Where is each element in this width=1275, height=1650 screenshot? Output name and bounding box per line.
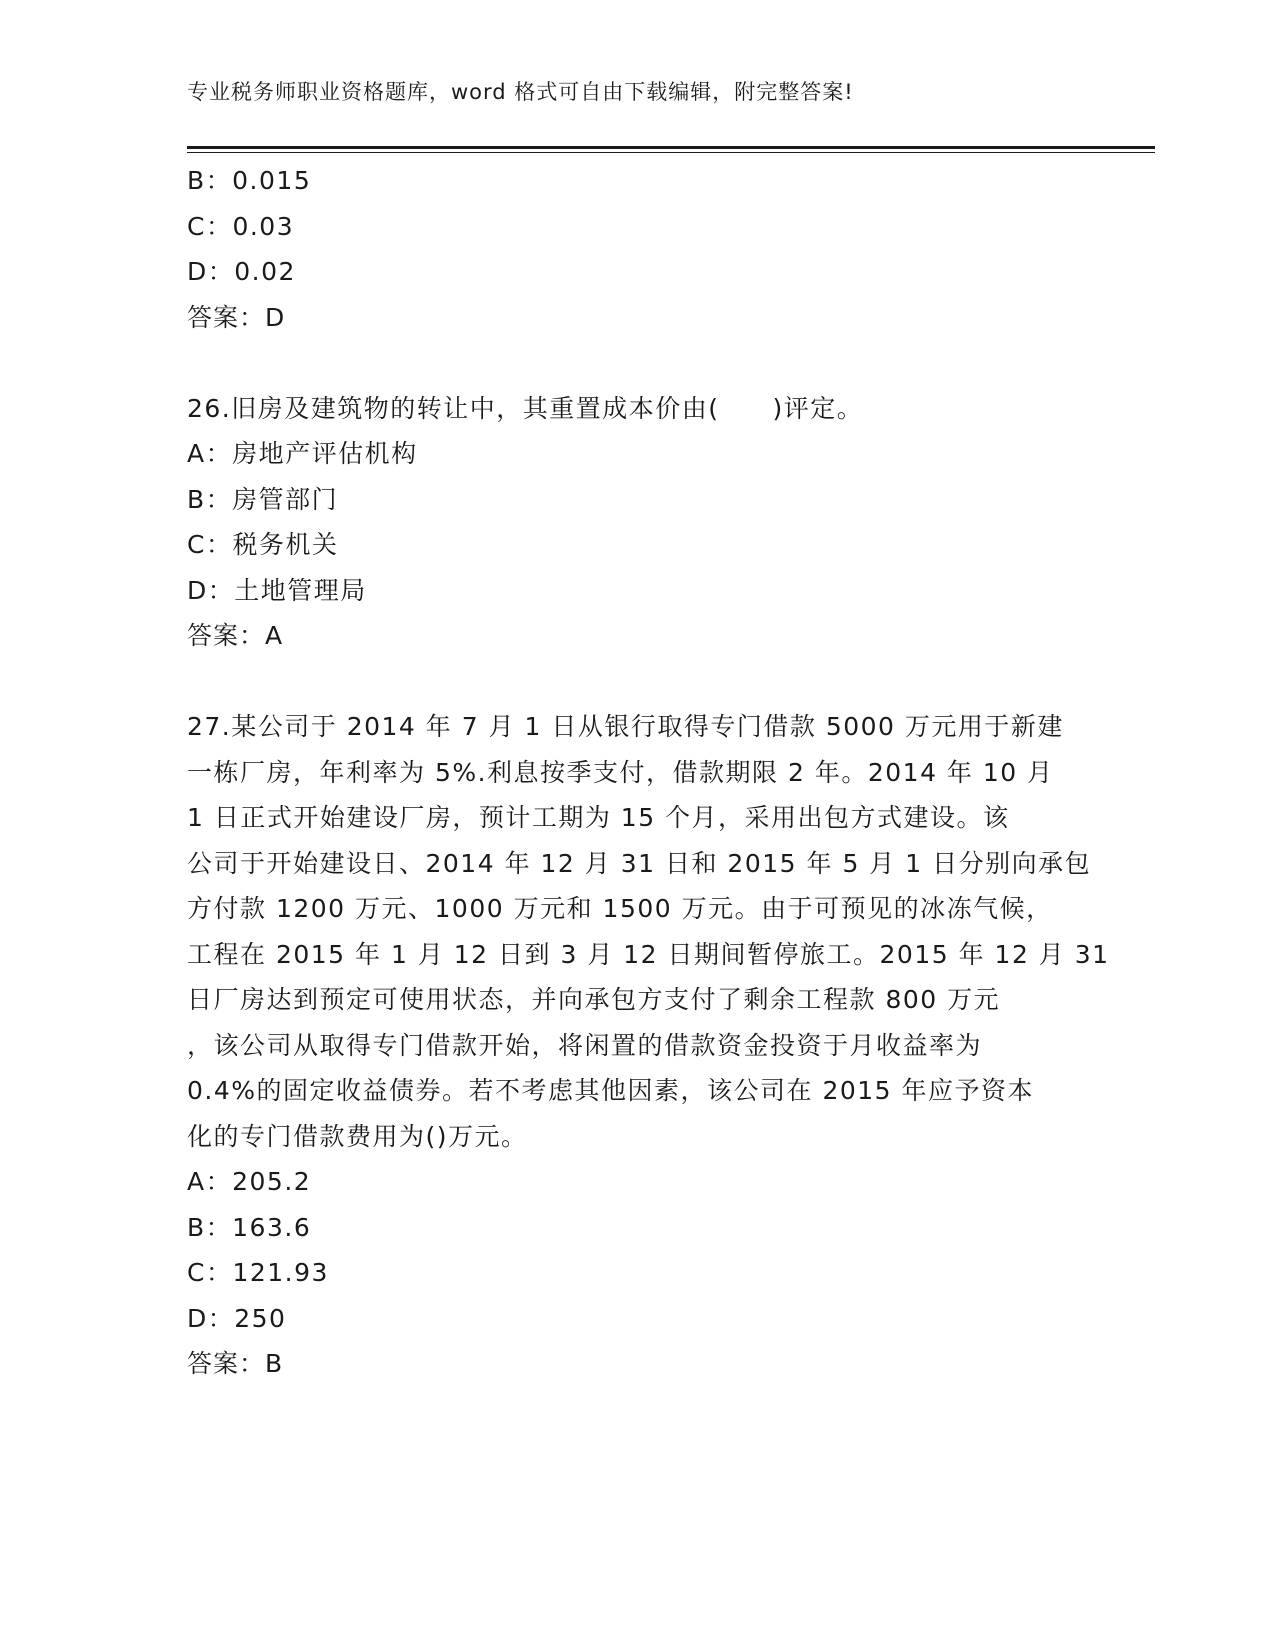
q27-stem-line: ，该公司从取得专门借款开始，将闲置的借款资金投资于月收益率为: [187, 1030, 983, 1060]
q26-answer: 答案：A: [187, 621, 284, 650]
q25-option-c: C：0.03: [187, 211, 295, 241]
q27-stem-line: 27.某公司于 2014 年 7 月 1 日从银行取得专门借款 5000 万元用于新建: [187, 712, 1064, 741]
spacer: [187, 659, 1087, 705]
spacer: [187, 340, 1087, 386]
q26-stem: 26.旧房及建筑物的转让中，其重置成本价由( )评定。: [187, 393, 864, 423]
header-rule-thick: [187, 146, 1155, 149]
page-header: 专业税务师职业资格题库，word 格式可自由下载编辑，附完整答案!: [187, 80, 854, 104]
q27-stem-line: 化的专门借款费用为()万元。: [187, 1121, 528, 1151]
q26-option-c: C：税务机关: [187, 530, 339, 559]
q25-option-d: D：0.02: [187, 257, 296, 286]
q27-stem-line: 工程在 2015 年 1 月 12 日到 3 月 12 日期间暂停旅工。2015 年 12 月 31: [187, 939, 1110, 969]
q27-stem-line: 日厂房达到预定可使用状态，并向承包方支付了剩余工程款 800 万元: [187, 985, 1001, 1014]
q25-option-b: B：0.015: [187, 166, 312, 195]
q27-stem-line: 0.4%的固定收益债券。若不考虑其他因素，该公司在 2015 年应予资本: [187, 1076, 1035, 1105]
q27-option-b: B：163.6: [187, 1212, 312, 1242]
header-rule-thin: [187, 152, 1155, 153]
q27-stem-line: 一栋厂房，年利率为 5%.利息按季支付，借款期限 2 年。2014 年 10 月: [187, 757, 1054, 787]
q27-option-c: C：121.93: [187, 1258, 329, 1287]
q27-stem-line: 公司于开始建设日、2014 年 12 月 31 日和 2015 年 5 月 1 日分别向承包: [187, 848, 1092, 878]
q27-option-a: A：205.2: [187, 1167, 312, 1196]
q27-option-d: D：250: [187, 1303, 287, 1333]
q26-option-b: B：房管部门: [187, 484, 339, 514]
q26-option-d: D：土地管理局: [187, 575, 367, 605]
question-content: [187, 158, 1110, 1387]
q27-answer: 答案：B: [187, 1349, 284, 1378]
q26-option-a: A：房地产评估机构: [187, 439, 418, 468]
q27-stem-line: 方付款 1200 万元、1000 万元和 1500 万元。由于可预见的冰冻气候，: [187, 894, 1053, 923]
q27-stem-line: 1 日正式开始建设厂房，预计工期为 15 个月，采用出包方式建设。该: [187, 803, 1010, 832]
q25-answer: 答案：D: [187, 302, 286, 332]
